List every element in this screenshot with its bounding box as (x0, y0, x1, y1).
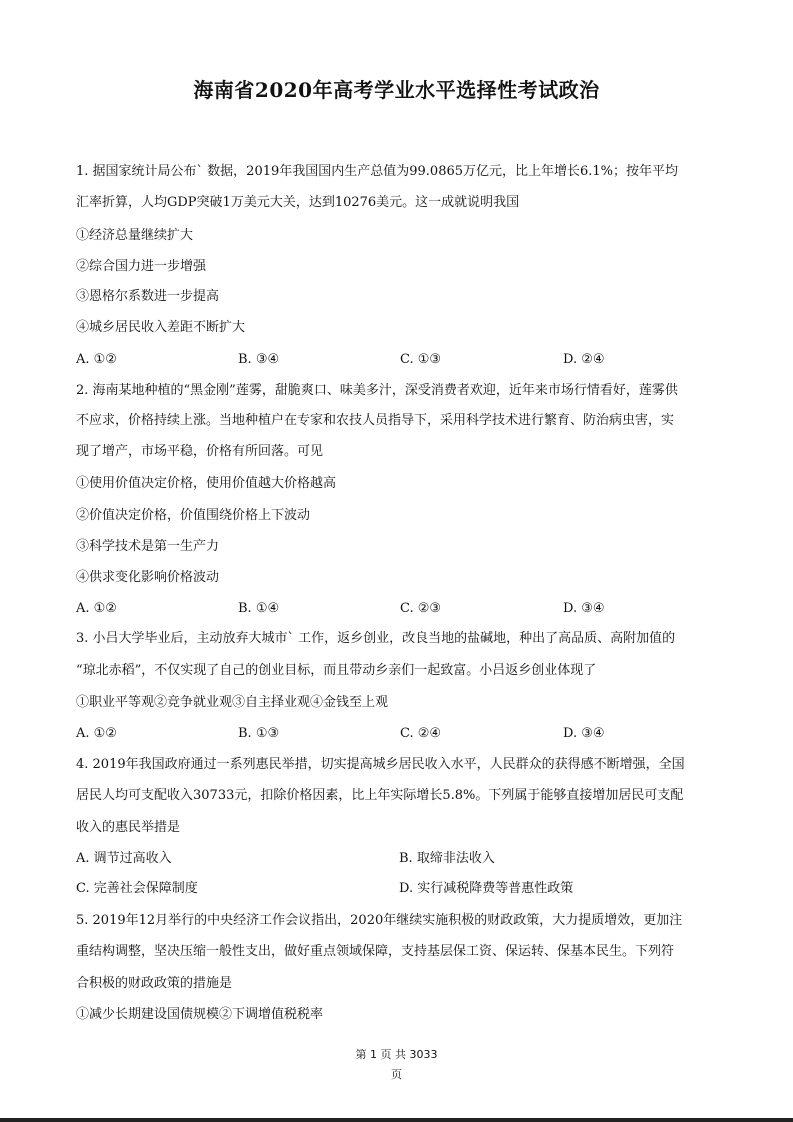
question-1-statement-1: ①经济总量继续扩大 (76, 228, 194, 243)
question-4-stem-line-2: 居民人均可支配收入30733元，扣除价格因素，比上年实际增长5.8%。下列属于能够直接增加居民可支配 (76, 788, 684, 803)
page-number: 第 1 页 共 3033 (355, 1048, 438, 1061)
question-3-stem-line-2: “琼北赤稻”，不仅实现了自己的创业目标，而且带动乡亲们一起致富。小吕返乡创业体现了 (76, 663, 597, 678)
question-1-option-c[interactable]: C. ①③ (400, 352, 442, 367)
question-4-option-a[interactable]: A. 调节过高收入 (76, 851, 172, 866)
question-1-statement-4: ④城乡居民收入差距不断扩大 (76, 320, 246, 335)
question-2-stem-line-1: 2. 海南某地种植的“黑金刚”莲雾，甜脆爽口、味美多汁，深受消费者欢迎，近年来市场行情看好，莲雾供 (76, 383, 678, 398)
question-4-option-c[interactable]: C. 完善社会保障制度 (76, 881, 198, 896)
page-number-unit: 页 (391, 1068, 402, 1081)
question-3-option-d[interactable]: D. ③④ (563, 726, 605, 741)
question-1-option-b[interactable]: B. ③④ (238, 352, 280, 367)
question-3-option-a[interactable]: A. ①② (76, 726, 117, 741)
question-4-stem-line-1: 4. 2019年我国政府通过一系列惠民举措，切实提高城乡居民收入水平，人民群众的获得感不断增强，全国 (76, 757, 685, 772)
question-3-statement-1: ①职业平等观②竞争就业观③自主择业观④金钱至上观 (76, 695, 389, 710)
question-1-stem-line-1: 1. 据国家统计局公布` 数据，2019年我国国内生产总值为99.0865万亿元，比上年增长6.1%；按年平均 (76, 164, 679, 179)
question-5-stem-line-3: 合积极的财政政策的措施是 (76, 976, 233, 991)
question-3-stem-line-1: 3. 小吕大学毕业后，主动放弃大城市` 工作，返乡创业，改良当地的盐碱地，种出了高品质、高附加值的 (76, 631, 676, 646)
question-2-statement-3: ③科学技术是第一生产力 (76, 539, 220, 554)
question-2-option-a[interactable]: A. ①② (76, 601, 117, 616)
question-2-option-d[interactable]: D. ③④ (563, 601, 605, 616)
question-5-statement-1: ①减少长期建设国债规模②下调增值税税率 (76, 1007, 324, 1022)
question-1-option-a[interactable]: A. ①② (76, 352, 117, 367)
question-2-option-c[interactable]: C. ②③ (400, 601, 442, 616)
question-1-statement-2: ②综合国力进一步增强 (76, 259, 207, 274)
question-2-stem-line-2: 不应求，价格持续上涨。当地种植户在专家和农技人员指导下，采用科学技术进行繁育、防治病虫害，实 (76, 413, 675, 428)
page-title: 海南省2020年高考学业水平选择性考试政治 (193, 78, 600, 102)
question-3-option-c[interactable]: C. ②④ (400, 726, 442, 741)
question-1-option-d[interactable]: D. ②④ (563, 352, 605, 367)
question-5-stem-line-2: 重结构调整，坚决压缩一般性支出，做好重点领域保障，支持基层保工资、保运转、保基本民生。下列符 (76, 944, 675, 959)
question-1-stem-line-2: 汇率折算，人均GDP突破1万美元大关，达到10276美元。这一成就说明我国 (76, 195, 520, 210)
question-1-statement-3: ③恩格尔系数进一步提高 (76, 289, 220, 304)
question-3-option-b[interactable]: B. ①③ (238, 726, 280, 741)
question-2-statement-4: ④供求变化影响价格波动 (76, 570, 220, 585)
question-4-stem-line-3: 收入的惠民举措是 (76, 820, 181, 835)
question-2-option-b[interactable]: B. ①④ (238, 601, 280, 616)
question-2-statement-2: ②价值决定价格，价值围绕价格上下波动 (76, 508, 311, 523)
question-4-option-d[interactable]: D. 实行减税降费等普惠性政策 (399, 881, 574, 896)
bottom-rule (0, 1118, 793, 1122)
question-4-option-b[interactable]: B. 取缔非法收入 (399, 851, 495, 866)
question-2-statement-1: ①使用价值决定价格，使用价值越大价格越高 (76, 476, 337, 491)
question-5-stem-line-1: 5. 2019年12月举行的中央经济工作会议指出，2020年继续实施积极的财政政策，大力提质增效，更加注 (76, 913, 683, 928)
question-2-stem-line-3: 现了增产，市场平稳，价格有所回落。可见 (76, 444, 324, 459)
